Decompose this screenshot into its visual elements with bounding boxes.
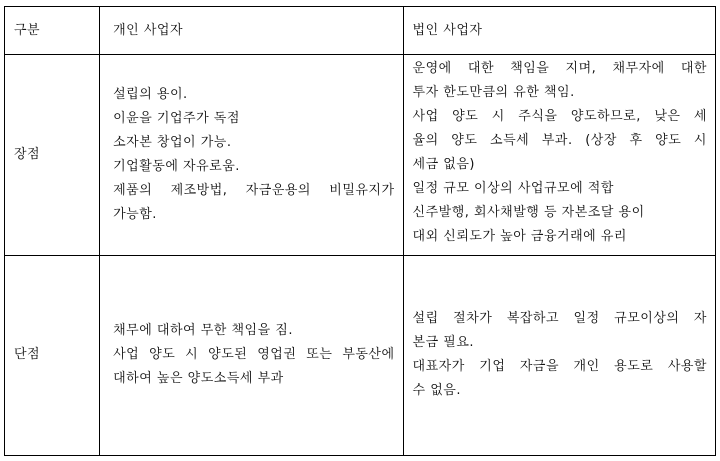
advantages-corporate-line: 율의 양도 소득세 부과. (상장 후 양도 시 bbox=[412, 133, 707, 149]
disadvantages-individual-cell bbox=[100, 255, 403, 455]
business-comparison-table bbox=[4, 6, 716, 456]
header-corporate: 법인 사업자 bbox=[403, 7, 715, 55]
disadvantages-corporate-line: 대표자가 기업 자금을 개인 용도로 사용할 bbox=[412, 359, 707, 375]
disadvantages-corporate-line: 수 없음. bbox=[412, 383, 461, 399]
disadvantages-individual-line: 채무에 대하여 무한 책임을 짐. bbox=[113, 323, 293, 339]
header-individual: 개인 사업자 bbox=[100, 7, 403, 55]
advantages-corporate-line: 대외 신뢰도가 높아 금융거래에 유리 bbox=[412, 229, 627, 245]
advantages-individual-line: 기업활동에 자유로움. bbox=[113, 158, 240, 174]
advantages-corporate-line: 투자 한도만큼의 유한 책임. bbox=[412, 85, 575, 101]
advantages-label: 장점 bbox=[5, 55, 100, 255]
disadvantages-individual-line: 대하여 높은 양도소득세 부과 bbox=[113, 371, 284, 387]
advantages-corporate-line: 운영에 대한 책임을 지며, 채무자에 대한 bbox=[412, 61, 707, 77]
disadvantages-corporate-cell bbox=[403, 255, 715, 455]
disadvantages-individual-line: 사업 양도 시 양도된 영업권 또는 부동산에 bbox=[113, 347, 395, 363]
disadvantages-corporate-line: 본금 필요. bbox=[412, 335, 475, 351]
disadvantages-row bbox=[5, 255, 716, 455]
disadvantages-label: 단점 bbox=[5, 255, 100, 455]
disadvantages-corporate-line: 설립 절차가 복잡하고 일정 규모이상의 자 bbox=[412, 311, 707, 327]
advantages-corporate-cell bbox=[403, 55, 715, 255]
advantages-corporate-line: 사업 양도 시 주식을 양도하므로, 낮은 세 bbox=[412, 109, 707, 125]
advantages-individual-line: 설립의 용이. bbox=[113, 86, 188, 102]
header-row bbox=[5, 7, 716, 55]
advantages-individual-line: 이윤을 기업주가 독점 bbox=[113, 110, 240, 126]
advantages-corporate-line: 일정 규모 이상의 사업규모에 적합 bbox=[412, 181, 614, 197]
advantages-row bbox=[5, 55, 716, 255]
advantages-individual-line: 소자본 창업이 가능. bbox=[113, 134, 232, 150]
advantages-corporate-line: 세금 없음) bbox=[412, 157, 475, 173]
advantages-individual-cell bbox=[100, 55, 403, 255]
advantages-individual-line: 가능함. bbox=[113, 206, 157, 222]
advantages-corporate-line: 신주발행, 회사채발행 등 자본조달 용이 bbox=[412, 205, 645, 221]
header-category: 구분 bbox=[5, 7, 100, 55]
advantages-individual-line: 제품의 제조방법, 자금운용의 비밀유지가 bbox=[113, 182, 395, 198]
